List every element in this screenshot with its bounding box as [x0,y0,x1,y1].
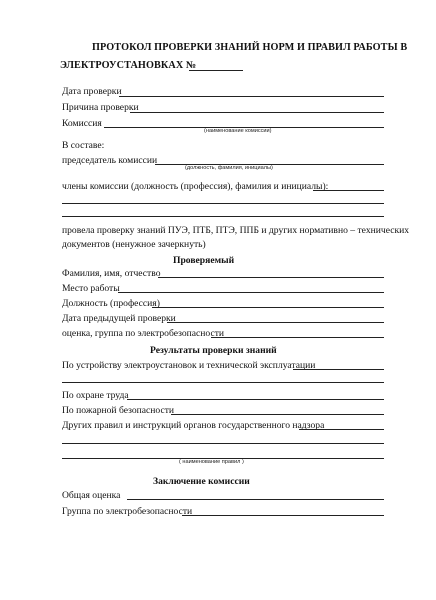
labor-safety-label: По охране труда [62,390,129,401]
other-rules-label: Других правил и инструкций органов государственного надзора [62,420,325,431]
position-field[interactable] [152,307,384,308]
fire-safety-label: По пожарной безопасности [62,405,175,416]
members-field-2[interactable] [62,203,384,204]
prev-grade-label: оценка, группа по электробезопасности [62,328,225,339]
checked-heading: Проверяемый [173,255,235,266]
equipment-label: По устройству электроустановок и технической эксплуатации [62,360,316,371]
workplace-field[interactable] [118,292,384,293]
workplace-label: Место работы [62,283,120,294]
chairman-label: председатель комиссии [62,155,158,166]
safety-group-label: Группа по электробезопасности [62,506,193,517]
other-rules-field-2[interactable] [62,443,384,444]
full-name-field[interactable] [158,277,384,278]
safety-group-field[interactable] [182,515,384,516]
commission-label: Комиссия [62,118,102,129]
rules-caption: ( наименование правил ) [179,459,244,465]
results-heading: Результаты проверки знаний [150,345,277,356]
prev-check-date-field[interactable] [167,322,384,323]
conclusion-heading: Заключение комиссии [153,476,250,487]
labor-safety-field[interactable] [127,399,384,400]
protocol-number-field[interactable] [189,70,243,71]
members-field-1[interactable] [313,190,384,191]
fire-safety-field[interactable] [171,414,384,415]
equipment-field-1[interactable] [293,369,384,370]
position-label: Должность (профессия) [62,298,160,309]
full-name-label: Фамилия, имя, отчество [62,268,161,279]
members-field-3[interactable] [62,216,384,217]
other-rules-field-1[interactable] [299,429,384,430]
commission-caption: (наименование комиссии) [204,128,272,134]
overall-grade-label: Общая оценка [62,490,121,501]
check-date-label: Дата проверки [62,86,122,97]
chairman-caption: (должность, фамилия, инициалы) [185,165,273,171]
members-label: члены комиссии (должность (профессия), фамилия и инициалы): [62,181,329,192]
document-title-line2: ЭЛЕКТРОУСТАНОВКАХ № [60,60,197,71]
prev-check-date-label: Дата предыдущей проверки [62,313,176,324]
check-reason-field[interactable] [130,112,384,113]
check-reason-label: Причина проверки [62,102,139,113]
prev-grade-field[interactable] [211,337,384,338]
statement-line2: документов (ненужное зачеркнуть) [62,239,206,250]
document-title-line1: ПРОТОКОЛ ПРОВЕРКИ ЗНАНИЙ НОРМ И ПРАВИЛ РАБОТЫ В [92,42,408,53]
check-date-field[interactable] [119,96,384,97]
overall-grade-field[interactable] [127,499,384,500]
equipment-field-2[interactable] [62,382,384,383]
composition-heading: В составе: [62,140,105,151]
statement-line1: провела проверку знаний ПУЭ, ПТБ, ПТЭ, ППБ и других нормативно – технических [62,225,410,236]
